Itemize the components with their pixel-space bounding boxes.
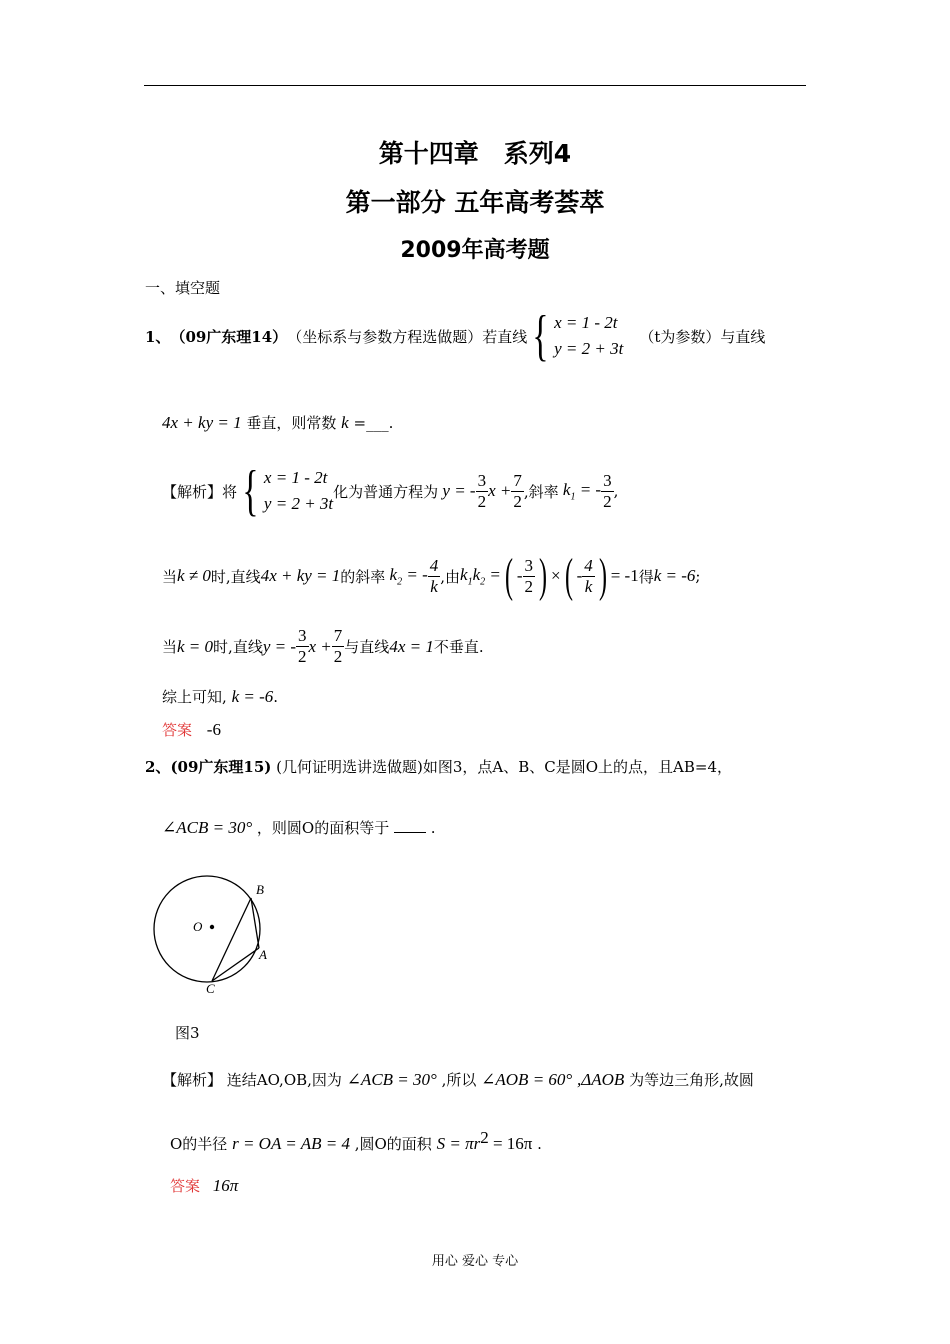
paren: ( (564, 549, 573, 602)
q2-figure-caption: 图3 (175, 1024, 200, 1042)
q1-sol-text2: 化为普通方程为 (333, 482, 439, 501)
q1-sol-l2-h: 得 (638, 567, 654, 586)
q2-blank (394, 818, 426, 833)
year-title-text: 年高考题 (461, 238, 550, 263)
q1-statement (145, 305, 766, 367)
q1-conclusion-math: k = -6 (231, 687, 274, 706)
q1-answer-value: -6 (206, 720, 221, 739)
minus: - (516, 566, 523, 585)
q2-sol-text2: ,所以 (441, 1071, 477, 1089)
q2-solution-label: 【解析】 (162, 1071, 223, 1089)
label-b: B (256, 882, 264, 897)
q2-sol-l2-m2: S = πr (436, 1134, 481, 1153)
part-title: 第一部分 五年高考荟萃 (345, 188, 605, 217)
q1-sol-l2-g: = -1 (610, 566, 639, 585)
year-title (0, 233, 950, 264)
q2-sol-l2-end: . (537, 1135, 542, 1153)
q2-sol-l2-sup: 2 (480, 1128, 489, 1147)
section-label: 一、填空题 (145, 279, 221, 297)
q1-solution-line2: 当 k ≠ 0 时,直线 4x + ky = 1 的斜率 $k_2$ = - $\frac{4}{k}$ ,由 $k_1k_2$ = ( - $\frac{3}{2}$ ) × ( - $\frac{4}{k}$ ) = -1 得 k = -6 ; (162, 549, 701, 602)
q1-sol-system (264, 465, 333, 517)
q1-sol-l3-e: 4x = 1 (389, 636, 434, 656)
q2-sol-text3: 为等边三角形,故圆 (629, 1071, 754, 1089)
q1-sol-text1: 将 (222, 482, 238, 501)
fraction: $\frac{7}{2}$ (333, 626, 343, 666)
q1-line-y: y = - (262, 636, 297, 656)
q1-sol-l2-a: 当 (162, 567, 178, 586)
q1-text: （坐标系与参数方程选做题）若直线 (287, 327, 528, 346)
q2-sol-math3: ,ΔAOB (577, 1070, 625, 1089)
q1-conclusion-text: 综上可知, (162, 688, 227, 706)
system-line-1: x = 1 - 2t (554, 313, 618, 332)
q2-answer (170, 1175, 238, 1196)
q2-sol-text1: 连结AO,OB,因为 (226, 1071, 342, 1089)
year-title-number: 2009 (400, 238, 462, 263)
system-line-2: y = 2 + 3t (263, 494, 334, 513)
q1-k: k (341, 413, 349, 432)
q1-slope-k1: $k_1$ = - (558, 479, 602, 503)
q1-line-equation: 4x + ky = 1 (162, 413, 242, 432)
q1-solution-label: 【解析】 (162, 482, 223, 501)
q1-sol-text3: ,斜率 (523, 482, 559, 501)
q1-line2-text: 垂直，则常数 (246, 414, 337, 432)
q1-param-system (554, 310, 623, 362)
q2-circle-figure (150, 874, 280, 999)
q2-text-c: . (430, 819, 436, 837)
fraction: $\frac{3}{2}$ (298, 626, 307, 666)
q2-sol-l2-b: ,圆O的面积 (354, 1135, 432, 1153)
chapter-title: 第十四章 系列4 (378, 139, 572, 168)
q1-sol-l3-c: 时,直线 (213, 638, 263, 656)
chord-bc (212, 898, 251, 981)
fraction: $\frac{4}{k}$ (584, 555, 593, 596)
paren: ( (504, 549, 513, 602)
label-a: A (259, 947, 267, 962)
fraction: $\frac{3}{2}$ (603, 470, 612, 511)
center-point (210, 925, 214, 929)
q2-angle: ∠ACB = 30° (162, 818, 253, 837)
q2-number: 2、 (145, 758, 171, 776)
q1-source: （09广东理14） (170, 327, 288, 346)
q1-normal-form: y = - (438, 481, 476, 500)
q2-line2 (162, 817, 436, 838)
q1-conclusion: 综上可知, k = -6. (162, 687, 279, 706)
paren: ) (538, 549, 547, 602)
q1-slope-k2: $k_2$ = - (385, 564, 428, 588)
paren: ) (598, 549, 607, 602)
q1-sol-l2-f: ,由 (440, 567, 461, 586)
q2-answer-value: 16π (212, 1176, 239, 1195)
q1-sol-l2-d: 4x + ky = 1 (260, 566, 341, 585)
q1-text-b: （t为参数）与直线 (639, 327, 766, 346)
q1-sol-l2-e: 的斜率 (340, 567, 386, 586)
q1-sol-l2-b: k ≠ 0 (177, 566, 211, 585)
q2-sol-l2-a: O的半径 (170, 1135, 228, 1153)
q2-text-b: ，则圆O的面积等于 (256, 819, 390, 837)
fraction: $\frac{3}{2}$ (477, 470, 487, 511)
fraction: $\frac{3}{2}$ (524, 555, 533, 596)
q1-answer-label: 答案 (162, 721, 193, 739)
q1-number: 1、 (145, 327, 171, 346)
q1-answer (162, 719, 221, 740)
system-line-1: x = 1 - 2t (263, 468, 328, 487)
q1-sol-l2-i: k = -6 (653, 566, 696, 585)
fraction: $\frac{7}{2}$ (513, 470, 522, 511)
q1-blank: =___. (353, 414, 394, 432)
system-brace: { (242, 460, 259, 522)
times: × (550, 566, 561, 585)
q1-sol-l2-c: 时,直线 (210, 567, 261, 586)
fraction: $\frac{4}{k}$ (429, 555, 439, 596)
q1-solution-line3 (162, 626, 484, 667)
q1-sol-l3-a: 当 (162, 638, 178, 656)
q1-sol-l3-b: k = 0 (177, 636, 214, 656)
q2-statement (145, 756, 732, 777)
q2-solution-line1 (162, 1069, 754, 1090)
q1-product-k1k2: $k_1k_2$ = (460, 564, 501, 588)
system-brace: { (532, 305, 549, 367)
q1-solution-line1: 【解析】 将 { x = 1 - 2t y = 2 + 3t 化为普通方程为 y = - $\frac{3}{2}$ x + $\frac{7}{2}$ ,斜率 $k_1$ = - $\frac{3}{2}$ , (162, 460, 619, 522)
minus: - (576, 566, 583, 585)
q2-sol-l2-m1: r = OA = AB = 4 (232, 1134, 350, 1153)
q1-line-y-b: x + (308, 636, 332, 656)
q1-normal-form-b: x + (488, 481, 512, 500)
q2-answer-label: 答案 (170, 1177, 201, 1195)
q2-sol-l2-m3: = 16π (488, 1134, 533, 1153)
q1-line2 (162, 412, 393, 433)
q2-sol-math1: ∠ACB = 30° (346, 1070, 437, 1089)
q1-sol-l3-d: 与直线 (344, 638, 390, 656)
circle (154, 876, 260, 982)
header-rule (144, 85, 806, 86)
page-footer: 用心 爱心 专心 (431, 1254, 519, 1269)
system-line-2: y = 2 + 3t (554, 339, 624, 358)
q1-sol-l3-f: 不垂直. (433, 638, 484, 656)
q2-source: (09广东理15) (170, 758, 272, 776)
label-o: O (193, 919, 203, 934)
q2-solution-line2 (170, 1128, 542, 1154)
label-c: C (206, 981, 215, 996)
q2-sol-math2: ∠AOB = 60° (481, 1070, 573, 1089)
q2-text: (几何证明选讲选做题)如图3，点A、B、C是圆O上的点，且AB=4， (276, 758, 733, 776)
